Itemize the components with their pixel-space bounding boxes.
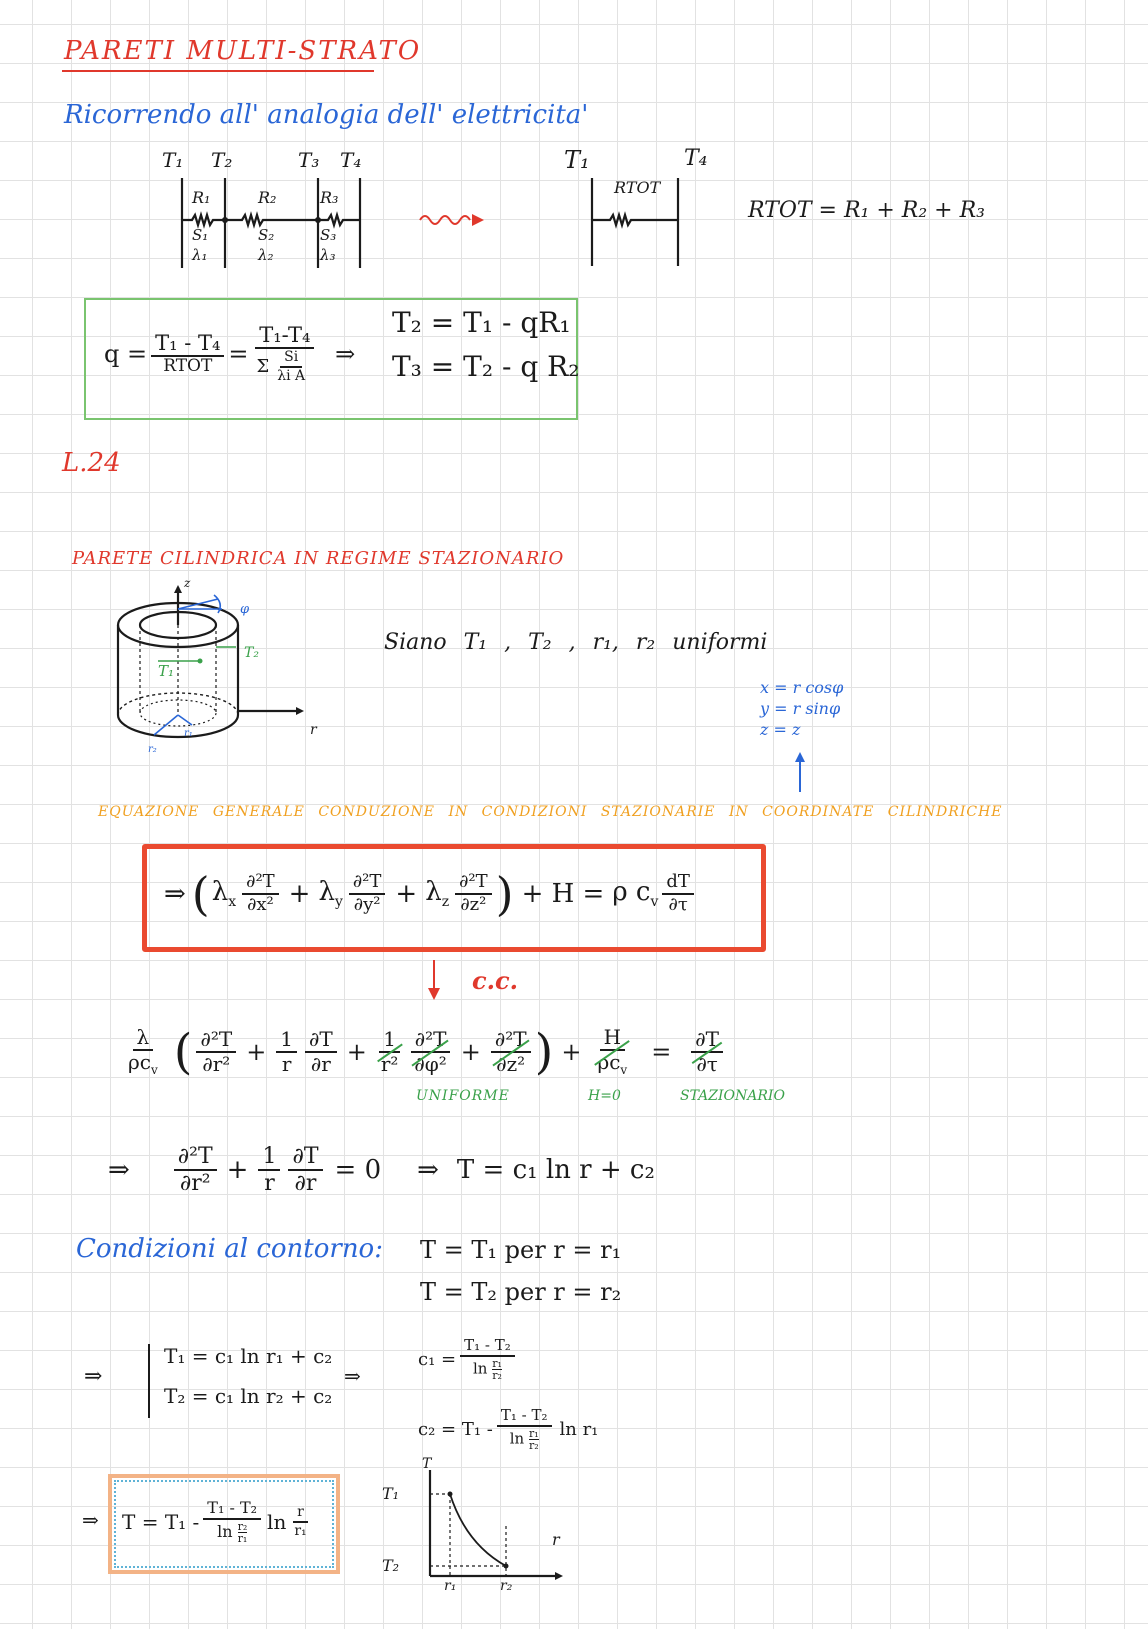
equivalent-wall-diagram <box>580 150 700 270</box>
flux-inner-den: λi A <box>277 368 306 385</box>
coord-y: y = r sinφ <box>760 699 841 718</box>
wall-temp-t3: T₃ <box>298 148 320 172</box>
cyl-r1-label: r₁ <box>184 728 193 739</box>
coord-x: x = r cosφ <box>760 678 844 697</box>
cc-down-arrow <box>424 960 444 1002</box>
intro-text: Ricorrendo all' analogia dell' elettricita' <box>64 100 589 130</box>
final-arrow: ⇒ <box>82 1508 99 1532</box>
wall-s2: S₂ <box>258 226 275 244</box>
t2-formula: T₂ = T₁ - qR₁ <box>392 306 571 339</box>
rtot-formula: RTOT = R₁ + R₂ + R₃ <box>748 198 985 223</box>
coords-arrow <box>792 752 808 792</box>
equiv-temp-right: T₄ <box>684 146 708 171</box>
page-title: PARETI MULTI-STRATO <box>64 36 422 66</box>
cylindrical-equation: $\frac{\lambda}{\rho c_v}$ ( $\frac{\text{∂²T}}{\text{∂r²}}$ + $\frac{1}{r}$ $\frac{\partial T}{\partial r}$ + $\frac{1}{\text{r²}}$ $\frac{\text{∂²T}}{\text{∂φ²}}$ + $\frac{\text{∂²T}}{\text{∂z²}}$ ) + $\frac{H}{\rho c_v}$ = $\frac{\partial T}{\partial\tau}$ <box>120 1010 727 1094</box>
laplace-solution: T = c₁ ln r + c₂ <box>456 1155 655 1185</box>
cyl-r2-label: r₂ <box>148 744 157 755</box>
system-eq-2: T₂ = c₁ ln r₂ + c₂ <box>164 1384 333 1408</box>
c2-solution: c₂ = T₁ - T₁ - T₂ ln $\frac{\text{r₁}}{\text{r₂}}$ ln r₁ <box>418 1406 599 1452</box>
final-label: T = T₁ - <box>122 1510 200 1534</box>
wall-temp-t1: T₁ <box>162 148 184 172</box>
system-arrow: ⇒ <box>84 1364 103 1389</box>
graph-t2-label: T₂ <box>382 1556 400 1575</box>
graph-r1-label: r₁ <box>444 1578 457 1594</box>
section-title-cylinder: PARETE CILINDRICA IN REGIME STAZIONARIO <box>72 548 565 569</box>
title-underline <box>62 70 374 72</box>
boundary-conditions-label: Condizioni al contorno: <box>76 1234 383 1264</box>
cyl-r-axis-label: r <box>310 722 317 738</box>
flux-equals: = <box>228 340 249 368</box>
wall-r2: R₂ <box>258 188 277 207</box>
bc-condition-1: T = T₁ per r = r₁ <box>420 1236 622 1264</box>
wall-s1: S₁ <box>192 226 209 244</box>
equiv-temp-left: T₁ <box>564 146 590 174</box>
temperature-graph <box>400 1466 580 1586</box>
wall-lambda2: λ₂ <box>258 246 274 264</box>
laplace-equals-zero: = 0 <box>334 1155 382 1185</box>
flux-frac-2 <box>253 324 318 383</box>
cyl-t2-label: T₂ <box>244 645 259 661</box>
bc-condition-2: T = T₂ per r = r₂ <box>420 1278 622 1306</box>
flux-inner-num: Si <box>280 350 302 368</box>
graph-t-axis: T <box>422 1456 432 1472</box>
laplace-equation: ⇒ $\frac{\text{∂²T}}{\text{∂r²}}$ + $\frac{1}{r}$ $\frac{\partial T}{\partial r}$ = 0 ⇒ T = c₁ ln r + c₂ <box>108 1143 655 1196</box>
wall-temp-t2: T₂ <box>211 148 233 172</box>
graph-t1-label: T₁ <box>382 1484 400 1503</box>
equiv-resistance: RTOT <box>614 178 661 197</box>
flux-frac-1-num: T₁ - T₄ <box>151 332 224 357</box>
flux-q: q = <box>104 340 148 368</box>
cyl-z-label: z <box>184 576 191 590</box>
system-eq-1: T₁ = c₁ ln r₁ + c₂ <box>164 1344 333 1368</box>
flux-frac-1-den: RTOT <box>163 356 213 377</box>
c2-label: c₂ = T₁ - <box>418 1418 493 1440</box>
cc-label: c.c. <box>472 966 518 995</box>
t3-formula: T₃ = T₂ - q R₂ <box>392 350 580 383</box>
note-uniforme: UNIFORME <box>416 1088 510 1104</box>
cylinder-diagram <box>96 585 326 760</box>
graph-r-axis: r <box>552 1530 560 1549</box>
heat-flux-equation <box>104 306 369 402</box>
system-brace <box>148 1344 150 1418</box>
general-equation: ⇒ ( $\lambda_x$ $\frac{\text{∂²T}}{\text{∂x²}}$ + $\lambda_y$ $\frac{\text{∂²T}}{\text{∂y²}}$ + $\lambda_z$ $\frac{\text{∂²T}}{\text{∂z²}}$ ) + H = ρ $c_v$ $\frac{dT}{\partial\tau}$ <box>164 852 698 936</box>
wall-lambda1: λ₁ <box>192 246 208 264</box>
flux-frac-1 <box>151 332 224 376</box>
siano-uniformi: Siano T₁ , T₂ , r₁, r₂ uniformi <box>384 630 768 655</box>
lesson-marker: L.24 <box>62 448 121 478</box>
cyl-t1-label: T₁ <box>158 662 175 680</box>
general-equation-label: EQUAZIONE GENERALE CONDUZIONE IN CONDIZIONI STAZIONARIE IN COORDINATE CILINDRICHE <box>98 804 1003 820</box>
wall-s3: S₃ <box>320 226 337 244</box>
wall-lambda3: λ₃ <box>320 246 336 264</box>
cyl-phi-label: φ <box>240 602 250 617</box>
c1-label: c₁ = <box>418 1348 457 1370</box>
note-h-zero: H=0 <box>588 1088 621 1104</box>
implies-arrow: ⇒ <box>335 340 356 368</box>
note-stazionario: STAZIONARIO <box>680 1088 785 1104</box>
system-result-arrow: ⇒ <box>344 1364 361 1388</box>
graph-r2-label: r₂ <box>500 1578 513 1594</box>
final-temperature-profile: T = T₁ - T₁ - T₂ ln $\frac{\text{r₂}}{\text{r₁}}$ ln $\frac{r}{\text{r₁}}$ <box>122 1498 307 1545</box>
sum-symbol: Σ <box>256 355 270 377</box>
wall-temp-t4: T₄ <box>340 148 362 172</box>
wall-r3: R₃ <box>320 188 339 207</box>
wall-r1: R₁ <box>192 188 211 207</box>
flux-frac-2-num: T₁-T₄ <box>255 324 314 349</box>
c1-solution: c₁ = T₁ - T₂ ln $\frac{\text{r₁}}{\text{r₂}}$ <box>418 1338 519 1381</box>
coord-z: z = z <box>760 720 801 739</box>
